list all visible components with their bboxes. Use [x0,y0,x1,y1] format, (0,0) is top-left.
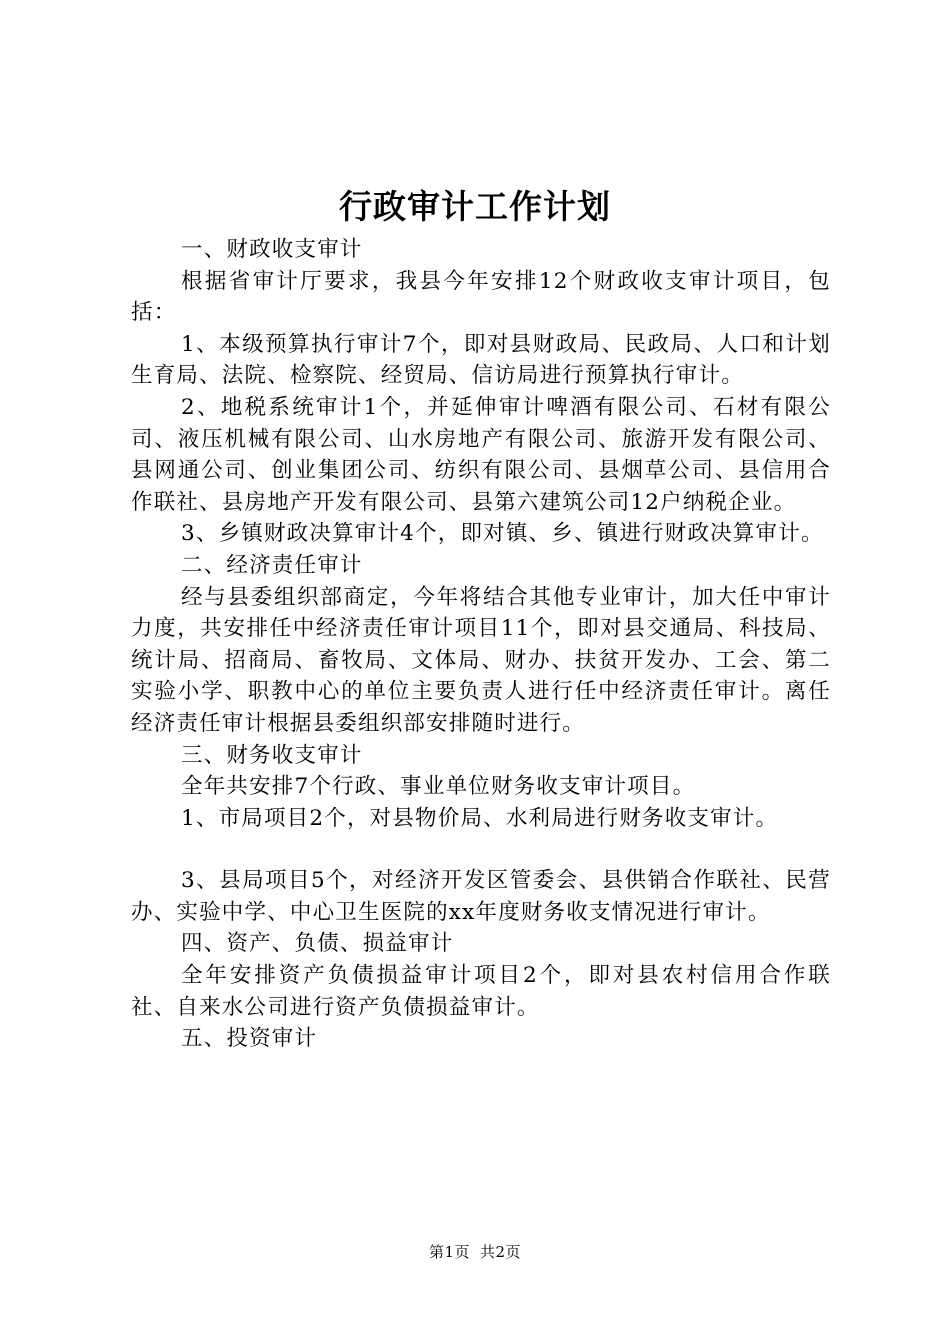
paragraph: 3、县局项目5个，对经济开发区管委会、县供销合作联社、民营办、实验中学、中心卫生医院的xx年度财务收支情况进行审计。 [131,868,831,925]
document-body [131,234,831,1055]
page-number: 第1页 [428,1243,470,1261]
paragraph: 1、本级预算执行审计7个，即对县财政局、民政局、人口和计划生育局、法院、检察院、经贸局、信访局进行预算执行审计。 [131,331,831,389]
paragraph: 3、乡镇财政决算审计4个，即对镇、乡、镇进行财政决算审计。 [181,521,824,547]
paragraph: 2、地税系统审计1个，并延伸审计啤酒有限公司、石材有限公司、液压机械有限公司、山水房地产有限公司、旅游开发有限公司、县网通公司、创业集团公司、纺织有限公司、县烟草公司、县信用合作联社、县房地产开发有限公司、县第六建筑公司12户纳税企业。 [131,394,831,515]
section-heading-5: 五、投资审计 [181,1026,318,1052]
paragraph: 1、市局项目2个，对县物价局、水利局进行财务收支审计。 [181,805,779,831]
page-footer [0,1241,950,1263]
paragraph: 全年安排资产负债损益审计项目2个，即对县农村信用合作联社、自来水公司进行资产负债损益审计。 [131,963,831,1020]
page-total: 共2页 [480,1243,522,1261]
document-title: 行政审计工作计划 [339,187,611,226]
section-heading-1: 一、财政收支审计 [181,237,363,262]
section-heading-3: 三、财务收支审计 [181,742,363,768]
section-heading-4: 四、资产、负债、损益审计 [181,931,454,957]
section-heading-2: 二、经济责任审计 [181,552,363,578]
paragraph: 全年共安排7个行政、事业单位财务收支审计项目。 [181,774,696,800]
paragraph: 根据省审计厅要求，我县今年安排12个财政收支审计项目，包括： [131,268,831,326]
paragraph: 经与县委组织部商定，今年将结合其他专业审计，加大任中审计力度，共安排任中经济责任审计项目11个，即对县交通局、科技局、统计局、招商局、畜牧局、文体局、财办、扶贫开发办、工会、第二实验小学、职教中心的单位主要负责人进行任中经济责任审计。离任经济责任审计根据县委组织部安排随时进行。 [131,584,831,736]
